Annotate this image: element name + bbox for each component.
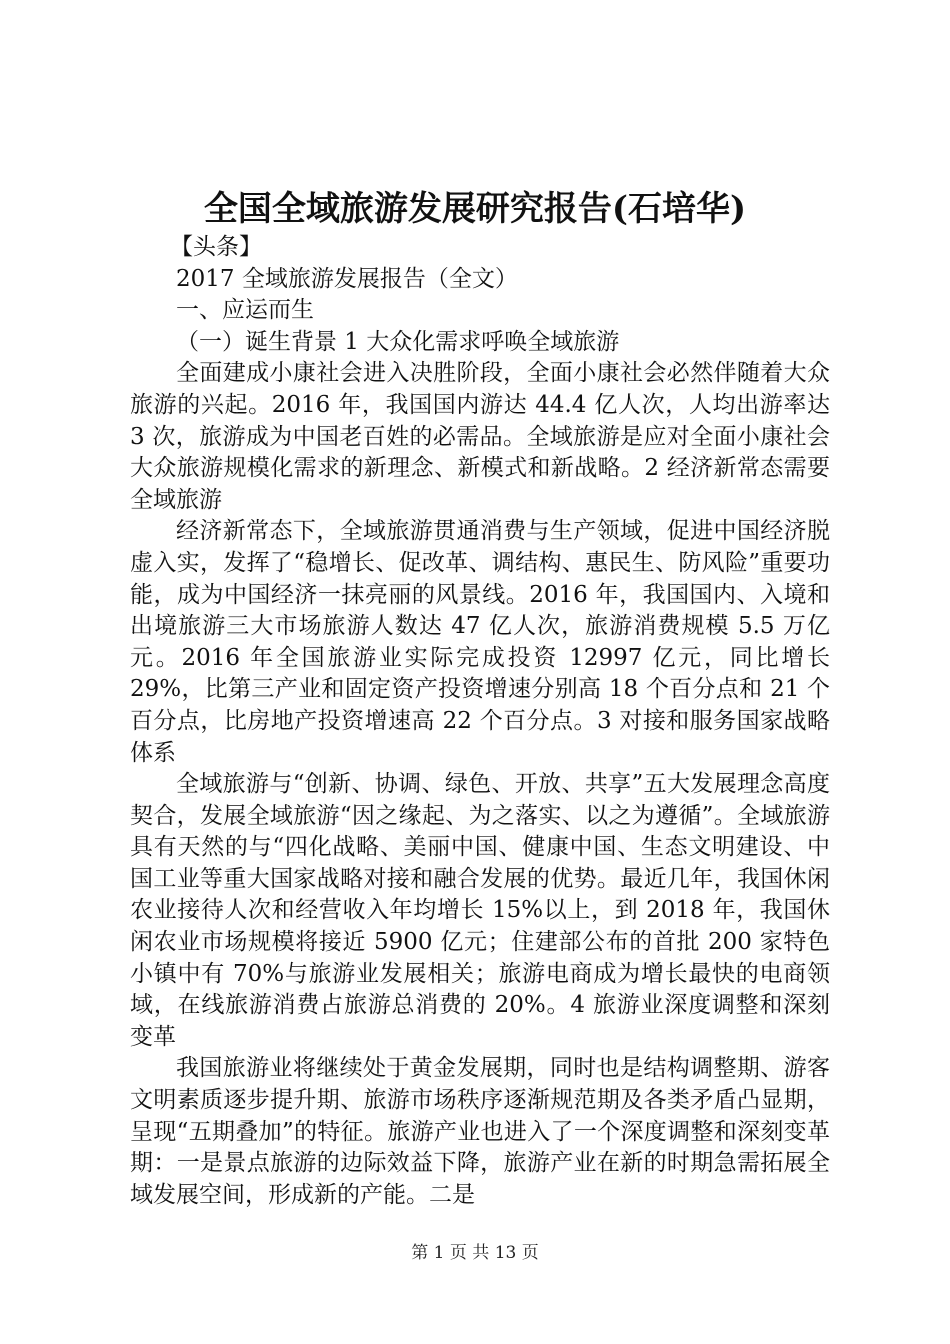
document-body bbox=[130, 232, 830, 1211]
section-tag: 【头条】 bbox=[170, 234, 262, 260]
body-paragraph: 我国旅游业将继续处于黄金发展期，同时也是结构调整期、游客文明素质逐步提升期、旅游市场秩序逐渐规范期及各类矛盾凸显期，呈现“五期叠加”的特征。旅游产业也进入了一个深度调整和深刻变革期：一是景点旅游的边际效益下降，旅游产业在新的时期急需拓展全域发展空间，形成新的产能。二是 bbox=[130, 1055, 830, 1208]
body-paragraph: 经济新常态下，全域旅游贯通消费与生产领域，促进中国经济脱虚入实，发挥了“稳增长、促改革、调结构、惠民生、防风险”重要功能，成为中国经济一抹亮丽的风景线。2016 年，我国国内、入境和出境旅游三大市场旅游人数达 47 亿人次，旅游消费规模 5.5 万亿元。2016 年全国旅游业实际完成投资 12997 亿元，同比增长 29%，比第三产业和固定资产投资增速分别高 18 个百分点和 21 个百分点，比房地产投资增速高 22 个百分点。3 对接和服务国家战略体系 bbox=[130, 518, 830, 766]
body-paragraph: 全面建成小康社会进入决胜阶段，全面小康社会必然伴随着大众旅游的兴起。2016 年，我国国内游达 44.4 亿人次，人均出游率达 3 次，旅游成为中国老百姓的必需品。全域旅游是应对全面小康社会大众旅游规模化需求的新理念、新模式和新战略。2 经济新常态需要全域旅游 bbox=[130, 360, 830, 513]
body-paragraph: 全域旅游与“创新、协调、绿色、开放、共享”五大发展理念高度契合，发展全域旅游“因之缘起、为之落实、以之为遵循”。全域旅游具有天然的与“四化战略、美丽中国、健康中国、生态文明建设、中国工业等重大国家战略对接和融合发展的优势。最近几年，我国休闲农业接待人次和经营收入年均增长 15%以上，到 2018 年，我国休闲农业市场规模将接近 5900 亿元；住建部公布的首批 200 家特色小镇中有 70%与旅游业发展相关；旅游电商成为增长最快的电商领域，在线旅游消费占旅游总消费的 20%。4 旅游业深度调整和深刻变革 bbox=[130, 771, 830, 1050]
document-title: 全国全域旅游发展研究报告(石培华) bbox=[203, 189, 747, 229]
section-heading: 一、应运而生 bbox=[176, 297, 314, 324]
report-subtitle: 2017 全域旅游发展报告（全文） bbox=[176, 265, 518, 292]
subsection-heading: （一）诞生背景 1 大众化需求呼唤全域旅游 bbox=[176, 328, 620, 355]
page-number-footer: 第 1 页 共 13 页 bbox=[411, 1243, 539, 1263]
